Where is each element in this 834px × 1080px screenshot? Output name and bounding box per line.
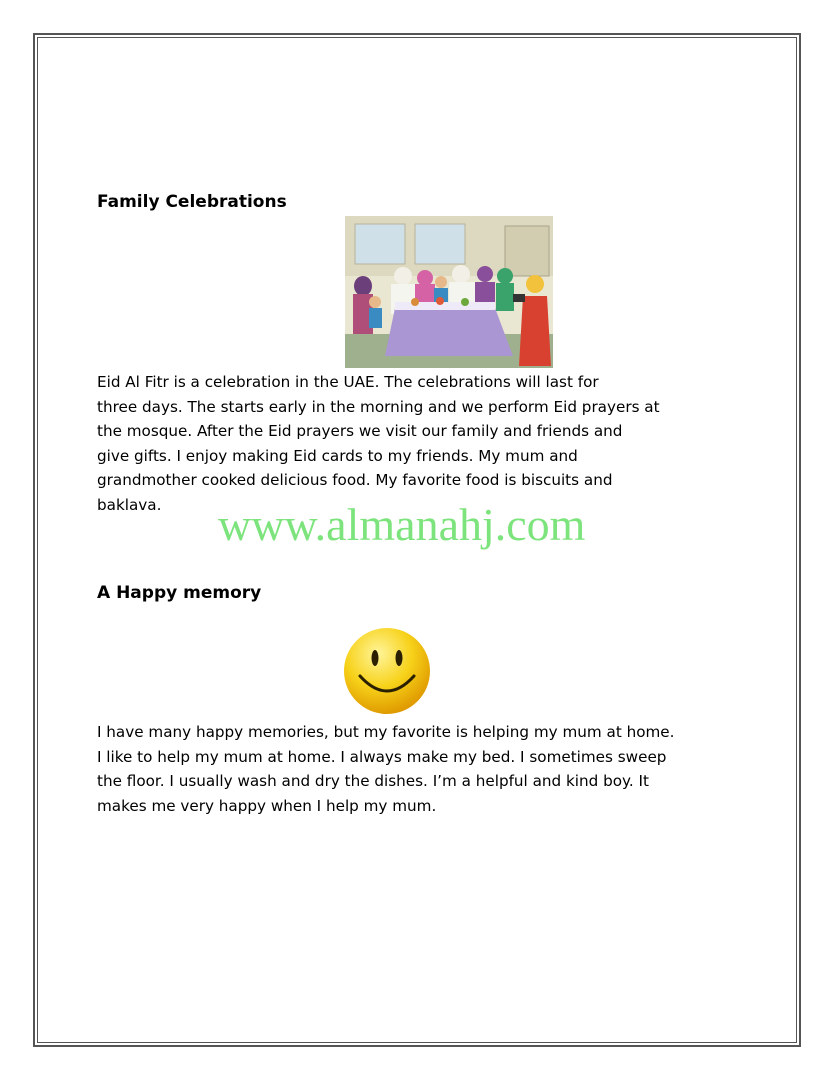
paragraph-line: makes me very happy when I help my mum. [97, 796, 437, 815]
section-heading-family-celebrations: Family Celebrations [97, 192, 287, 212]
paragraph-line: I have many happy memories, but my favorite is helping my mum at home. [97, 723, 675, 741]
paragraph-line: I like to help my mum at home. I always make my bed. I sometimes sweep [97, 747, 667, 766]
watermark: www.almanahj.com [218, 499, 586, 550]
paragraph-line: Eid Al Fitr is a celebration in the UAE. The celebrations will last for [97, 373, 599, 391]
paragraph-line: three days. The starts early in the morning and we perform Eid prayers at [97, 397, 660, 416]
section-heading-happy-memory: A Happy memory [97, 583, 262, 603]
paragraph-line: the mosque. After the Eid prayers we visit our family and friends and [97, 422, 623, 440]
family-eid-dinner-illustration [345, 216, 553, 368]
paragraph-line: baklava. [97, 495, 162, 514]
paragraph-line: the floor. I usually wash and dry the dishes. I’m a helpful and kind boy. It [97, 772, 649, 790]
paragraph-line: give gifts. I enjoy making Eid cards to my friends. My mum and [97, 446, 578, 465]
paragraph-line: grandmother cooked delicious food. My favorite food is biscuits and [97, 471, 613, 489]
smiley-face-icon [342, 626, 432, 716]
